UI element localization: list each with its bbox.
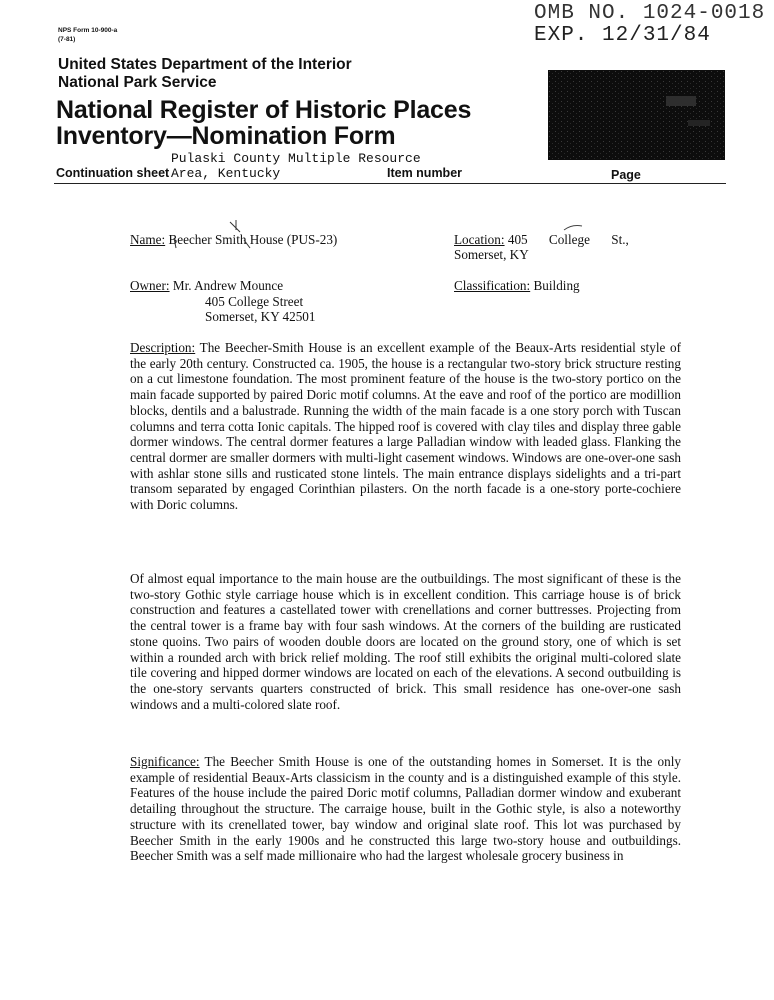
outbuildings-paragraph: Of almost equal importance to the main house are the outbuildings. The most significant of these is the two-story Gothic style carriage house which is in excellent condition. This carriage house is of brick construction and features a castellated tower with crenellations and corner buttresses. Projecting from the central tower is a frame bay with four sash windows. At the corners of the building are rusticated stone quoins. Two pairs of wooden double doors are located on the ground story, one of which is set within a rounded arch with brick relief molding. The roof still exhibits the original multi-colored slate tile covering and hipped dormer windows are located on each of the elevations. A second outbuilding is the one-story servants quarters constructed of brick. This small residence has one-over-one sash windows and a multi-colored slate roof.	[130, 571, 681, 712]
property-location	[454, 232, 629, 248]
name-value: Beecher Smith House (PUS-23)	[168, 232, 338, 247]
classification	[454, 278, 580, 294]
form-title-line1: National Register of Historic Places	[56, 96, 472, 124]
form-revision-text: (7-81)	[58, 36, 76, 43]
classification-value: Building	[533, 278, 580, 293]
owner-city: Somerset, KY 42501	[205, 309, 316, 324]
continuation-sheet-label: Continuation sheet	[56, 166, 170, 180]
redacted-stamp-box	[548, 70, 725, 160]
name-label: Name:	[130, 232, 166, 247]
description-paragraph	[130, 340, 681, 513]
owner-label: Owner:	[130, 278, 170, 293]
stamp-texture	[548, 70, 725, 160]
handwritten-correction-mark	[170, 218, 280, 252]
expiration-date: EXP. 12/31/84	[534, 24, 711, 47]
form-number-text: NPS Form 10-900-a	[58, 27, 118, 34]
description-text: The Beecher-Smith House is an excellent example of the Beaux-Arts residential style of the early 20th century. Constructed ca. 1905, the house is a rectangular two-story brick structure resting on a cut limestone foundation. The most prominent feature of the house is the two-story portico on the main facade supported by paired Doric motif columns. At the eave and roof of the portico are modillion blocks, dentils and a balustrade. Running the width of the main facade is a one story porch with Tuscan columns and terra cotta Ionic capitals. The hipped roof is covered with clay tiles and display three gable dormer windows. The central dormer features a large Palladian window with leaded glass. Flanking the central dormer are smaller dormers with multi-light casement windows. Windows are one-over-one sash with ashlar stone sills and rusticated stone lintels. The main entrance displays sidelights and a tri-part transom separated by engaged Corinthian pilasters. On the north facade is a one-story porte-cochiere with Doric columns.	[130, 340, 681, 513]
location-value-line2: Somerset, KY	[454, 247, 529, 262]
location-value-line1: 405 College St.,	[507, 232, 629, 247]
item-number-label: Item number	[387, 166, 463, 180]
description-label: Description:	[130, 340, 196, 355]
form-number	[58, 26, 117, 44]
handwritten-tick-mark	[560, 220, 590, 234]
owner-street: 405 College Street	[205, 294, 304, 309]
header-divider	[54, 183, 726, 184]
classification-label: Classification:	[454, 278, 531, 293]
agency-name: National Park Service	[58, 74, 217, 91]
page-label: Page	[611, 168, 641, 182]
omb-number: OMB NO. 1024-0018	[534, 2, 766, 25]
resource-area-line1: Pulaski County Multiple Resource	[171, 151, 421, 166]
department-name: United States Department of the Interior	[58, 56, 352, 73]
significance-paragraph	[130, 754, 681, 864]
resource-area-line2: Area, Kentucky	[171, 166, 281, 181]
significance-text: The Beecher Smith House is one of the outstanding homes in Somerset. It is the only example of residential Beaux-Arts classicism in the county and is a distinguished example of this style. Features of the house include the paired Doric motif columns, Palladian dormer window and exuberant detailing throughout the structure. The carraige house, built in the Gothic style, is also a noteworthy structure with its crenellated tower, bay window and original slate roof. This lot was purchased by Beecher Smith in the early 1900s and he constructed this large two-story house and outbuildings. Beecher Smith was a self made millionaire who had the largest wholesale grocery business in	[130, 754, 681, 864]
owner	[130, 278, 283, 294]
significance-label: Significance:	[130, 754, 200, 769]
owner-name: Mr. Andrew Mounce	[172, 278, 284, 293]
location-label: Location:	[454, 232, 505, 247]
form-title-line2: Inventory—Nomination Form	[56, 122, 396, 150]
